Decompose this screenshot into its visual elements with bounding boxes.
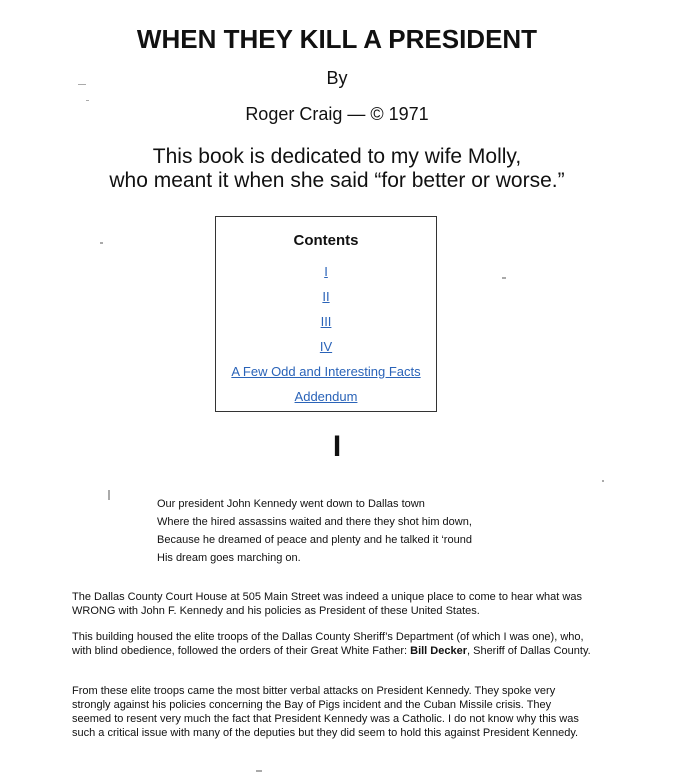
scan-speck [256, 770, 262, 772]
contents-list [216, 259, 436, 409]
chapter-heading: I [332, 430, 342, 463]
toc-link-odd-facts[interactable]: A Few Odd and Interesting Facts [231, 364, 421, 379]
toc-link-chapter-3[interactable]: III [320, 314, 332, 329]
poem-line: Because he dreamed of peace and plenty and he talked it ‘round [157, 534, 472, 546]
scan-speck [78, 84, 86, 85]
scan-speck [502, 277, 506, 279]
scan-speck [86, 100, 89, 101]
paragraph-text: This building housed the elite troops of the Dallas County Sheriff’s Department (of which I was one), who, with blind obedience, followed the orders of their Great White Father: [72, 631, 584, 657]
poem-line: His dream goes marching on. [157, 552, 301, 564]
poem-line: Our president John Kennedy went down to Dallas town [157, 498, 425, 510]
paragraph-verbal-attacks: From these elite troops came the most bitter verbal attacks on President Kennedy. They spoke very strongly against his policies concerning the Bay of Pigs incident and the Cuban Missile crisis. They seemed to resent very much the fact that President Kennedy was a Catholic. I do not know why this was such a critical issue with many of the deputies but they did seem to hold this against President Kennedy. [72, 685, 579, 739]
scan-speck [108, 490, 110, 500]
toc-link-chapter-1[interactable]: I [324, 264, 328, 279]
scan-speck [100, 242, 103, 244]
poem [157, 495, 472, 567]
toc-link-addendum[interactable]: Addendum [294, 389, 358, 404]
dedication-line-2: who meant it when she said “for better or worse.” [109, 169, 565, 192]
toc-link-chapter-4[interactable]: IV [319, 339, 333, 354]
sheriff-name: Bill Decker [410, 645, 467, 657]
paragraph-courthouse: The Dallas County Court House at 505 Main Street was indeed a unique place to come to hear what was WRONG with John F. Kennedy and his policies as President of these United States. [72, 591, 582, 617]
book-title: WHEN THEY KILL A PRESIDENT [136, 24, 538, 54]
author-line: Roger Craig — © 1971 [245, 104, 429, 124]
toc-link-chapter-2[interactable]: II [322, 289, 330, 304]
scan-speck [602, 480, 604, 482]
dedication [0, 145, 674, 193]
contents-heading: Contents [293, 232, 359, 249]
paragraph-text: , Sheriff of Dallas County. [467, 645, 591, 657]
dedication-line-1: This book is dedicated to my wife Molly, [152, 145, 522, 168]
poem-line: Where the hired assassins waited and there they shot him down, [157, 516, 472, 528]
by-line: By [326, 68, 348, 88]
contents-box [215, 216, 437, 412]
paragraph-elite-troops [72, 630, 592, 658]
